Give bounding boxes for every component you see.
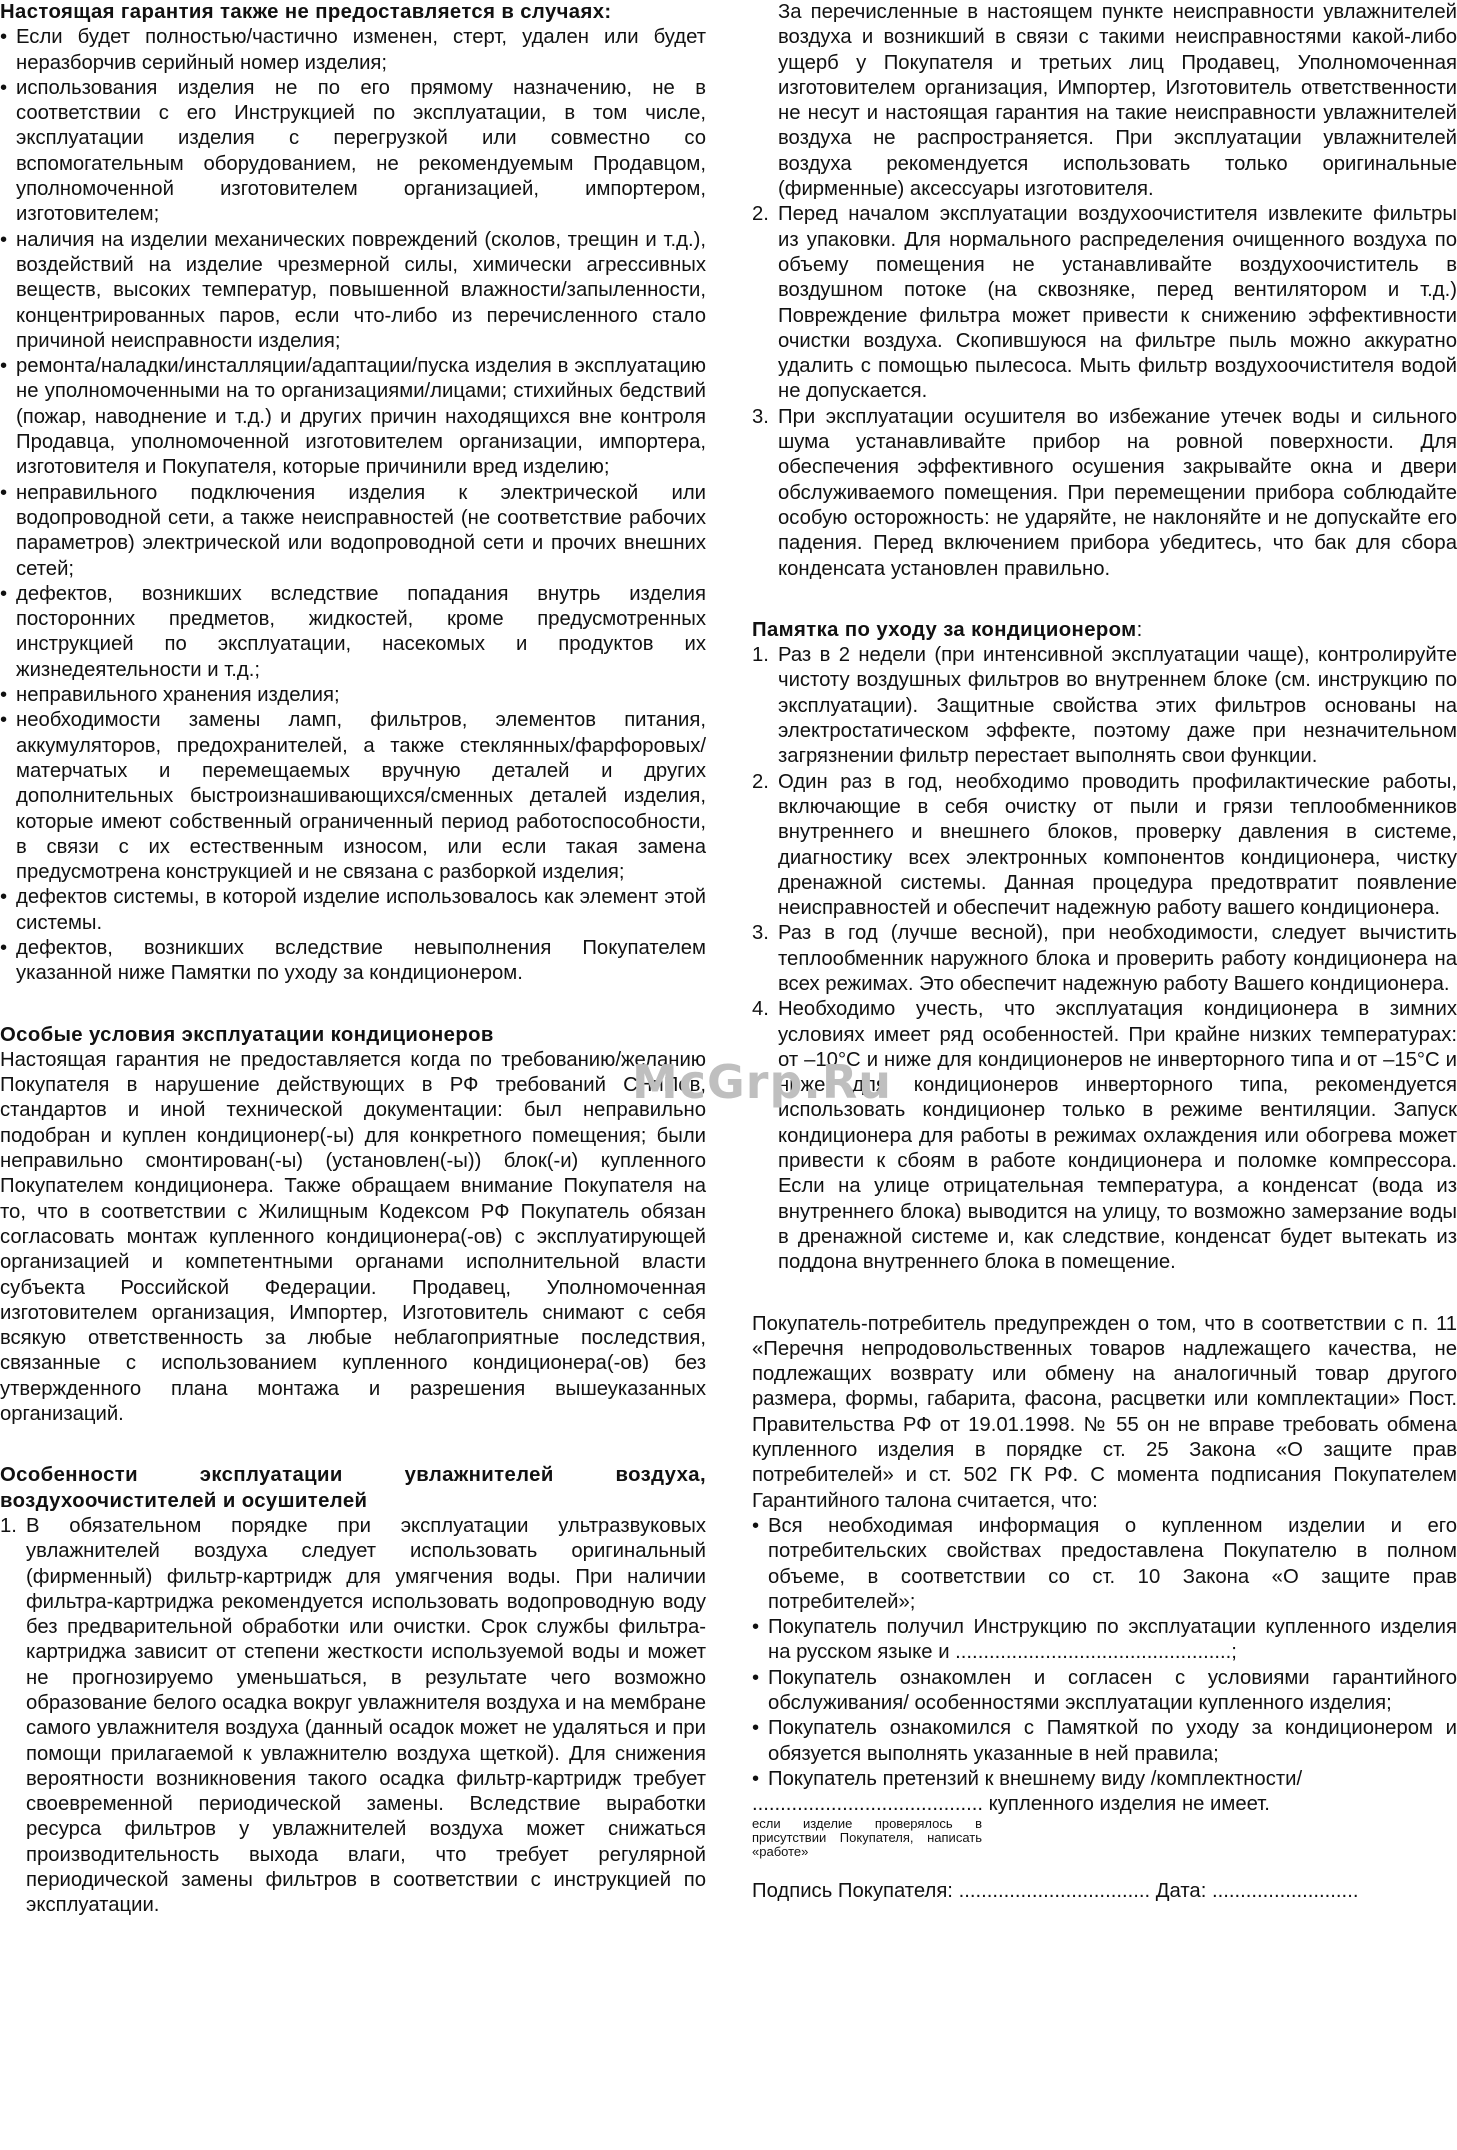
memo-heading: Памятка по уходу за кондиционером <box>752 618 1137 641</box>
list-item: • необходимости замены ламп, фильтров, элементов питания, аккумуляторов, предохранителей, а также стеклянных/фарфоровых/матерчатых и перемещаемых вручную деталей и других дополнительных быстроизнашивающихся/сменных деталей изделия, которые имеют собственный ограниченный период работоспособности, в связи с их естественным износом, или если такая замена предусмотрена конструкцией и не связана с разборкой изделия; <box>0 708 706 885</box>
item-text: Один раз в год, необходимо проводить профилактические работы, включающие в себя очистку от пыли и грязи теплообменников внутреннего и внешнего блоков, проверку давления в системе, диагностику всех электронных компонентов кондиционера, чистку дренажной системы. Данная процедура предотвратит появление неисправностей и обеспечит надежную работу вашего кондиционера. <box>778 770 1457 920</box>
special-conditions-text: Настоящая гарантия не предоставляется когда по требованию/желанию Покупателя в нарушение действующих в РФ требований СНиПов, стандартов и иной технической документации: был неправильно подобран и куплен кондиционер(-ы) для конкретного помещения; были неправильно смонтирован(-ы) (установлен(-ы)) блок(-и) купленного Покупателем кондиционера. Также обращаем внимание Покупателя на то, что в соответствии с Жилищным Кодексом РФ Покупатель обязан согласовать монтаж купленного кондиционера(-ов) с эксплуатирующей организацией и компетентными органами исполнительной власти субъекта Российской Федерации. Продавец, Уполномоченная изготовителем организация, Импортер, Изготовитель снимают с себя всякую ответственность за любые неблагоприятные последствия, связанные с использованием купленного кондиционера(-ов) без утвержденного плана монтажа и разрешения вышеуказанных организаций. <box>0 1048 706 1426</box>
signature-note: если изделие проверялось в присутствии Покупателя, написать «работе» <box>752 1816 982 1860</box>
item-text: Перед началом эксплуатации воздухоочистителя извлеките фильтры из упаковки. Для нормального распределения очищенного воздуха по объему помещения не устанавливайте воздухоочиститель в воздушном потоке (на сквозняке, перед вентилятором и т.д.) Повреждение фильтра может привести к снижению эффективности очистки воздуха. Скопившуюся на фильтре пыль можно аккуратно удалить с помощью пылесоса. Мыть фильтр воздухоочистителя водой не допускается. <box>778 203 1457 403</box>
warranty-bullet-list <box>0 25 706 986</box>
humidifier-item1-continuation: За перечисленные в настоящем пункте неисправности увлажнителей воздуха и возникший в связи с такими неисправностями какой-либо ущерб у Покупателя и третьих лиц Продавец, Уполномоченная изготовителем организация, Импортер, Изготовитель ответственности не несут и настоящая гарантия на такие неисправности увлажнителей воздуха не распространяется. При эксплуатации увлажнителей воздуха рекомендуется использовать только оригинальные (фирменные) аксессуары изготовителя. <box>778 1 1457 201</box>
list-item: • неправильного подключения изделия к электрической или водопроводной сети, а также неисправностей (не соответствие рабочих параметров) электрической или водопроводной сети и прочих внешних сетей; <box>0 481 706 582</box>
right-column <box>752 0 1457 1905</box>
special-conditions-heading: Особые условия эксплуатации кондиционеров <box>0 1023 494 1046</box>
list-item: • Покупатель ознакомлен и согласен с условиями гарантийного обслуживания/ особенностями эксплуатации купленного изделия; <box>752 1666 1457 1717</box>
item-number: 1. <box>752 644 769 667</box>
item-number: 3. <box>752 405 769 428</box>
numbered-item <box>0 1514 706 1919</box>
list-item: • Покупатель ознакомился с Памяткой по уходу за кондиционером и обязуется выполнять указанные в ней правила; <box>752 1716 1457 1767</box>
consumer-bullet-list <box>752 1514 1457 1792</box>
item-number: 3. <box>752 922 769 945</box>
item-text: Необходимо учесть, что эксплуатация кондиционера в зимних условиях имеет ряд особенностей. При крайне низких температурах: от –10°С и ниже для кондиционеров не инверторного типа и от –15°С и ниже для кондиционеров инверторного типа, рекомендуется использовать кондиционер только в режиме вентиляции. Запуск кондиционера для работы в режимах охлаждения или обогрева может привести к сбоям в работе кондиционера и поломке компрессора. Если на улице отрицательная температура, а конденсат (вода из внутреннего блока) выводится на улицу, то возможно замерзание воды в дренажной системе и, как следствие, конденсат будет вытекать из поддона внутреннего блока в помещение. <box>778 998 1457 1274</box>
list-item: • Вся необходимая информация о купленном изделии и его потребительских свойствах предоставлена Покупателю в полном объеме, в соответствии со ст. 10 Закона «О защите прав потребителей»; <box>752 1514 1457 1615</box>
list-item: • дефектов, возникших вследствие попадания внутрь изделия посторонних предметов, жидкостей, кроме предусмотренных инструкцией по эксплуатации, насекомых и продуктов их жизнедеятельности и т.д.; <box>0 582 706 683</box>
signature-line: Подпись Покупателя: .................................. Дата: .......................... <box>752 1880 1359 1903</box>
claims-line: ......................................... купленного изделия не имеет. <box>752 1793 1270 1816</box>
list-item: • дефектов системы, в которой изделие использовалось как элемент этой системы. <box>0 885 706 936</box>
item-text: Раз в год (лучше весной), при необходимости, следует вычистить теплообменник наружного блока и проверить работу кондиционера на всех режимах. Это обеспечит надежную работу Вашего кондиционера. <box>778 922 1457 995</box>
numbered-item <box>752 997 1457 1275</box>
left-column <box>0 0 706 1919</box>
list-item: • наличия на изделии механических повреждений (сколов, трещин и т.д.), воздействий на изделие чрезмерной силы, химически агрессивных веществ, высоких температур, повышенной влажности/запыленности, концентрированных паров, если что-либо из перечисленного стало причиной неисправности изделия; <box>0 228 706 354</box>
numbered-item <box>752 643 1457 769</box>
item-number: 2. <box>752 203 769 226</box>
numbered-item <box>752 405 1457 582</box>
list-item: • ремонта/наладки/инсталляции/адаптации/пуска изделия в эксплуатацию не уполномоченными на то организациями/лицами; стихийных бедствий (пожар, наводнение и т.д.) и других причин находящихся вне контроля Продавца, уполномоченной изготовителем организации, импортера, изготовителя и Покупателя, которые причинили вред изделию; <box>0 354 706 480</box>
list-item: • Покупатель получил Инструкцию по эксплуатации купленного изделия на русском языке и .................................................; <box>752 1615 1457 1666</box>
list-item: • использования изделия не по его прямому назначению, не в соответствии с его Инструкцией по эксплуатации, в том числе, эксплуатации изделия с перегрузкой или совместно со вспомогательным оборудованием, не рекомендуемым Продавцом, уполномоченной изготовителем организацией, импортером, изготовителем; <box>0 76 706 228</box>
item-text: В обязательном порядке при эксплуатации ультразвуковых увлажнителей воздуха следует использовать оригинальный (фирменный) фильтр-картридж для умягчения воды. При наличии фильтра-картриджа рекомендуется использовать водопроводную воду без предварительной обработки или очистки. Срок службы фильтра-картриджа зависит от степени жесткости используемой воды и может не прогнозируемо уменьшаться, в результате чего возможно образование белого осадка вокруг увлажнителя воздуха и на мембране самого увлажнителя воздуха (данный осадок может не удаляться и при помощи прилагаемой к увлажнителю воздуха щеткой). Для снижения вероятности возникновения такого осадка фильтр-картридж требует своевременной периодической замены. Вследствие выработки ресурса фильтров у увлажнителей воздуха может снижаться производительность выхода влаги, что требует регулярной периодической замены фильтров в соответствии с инструкцией по эксплуатации. <box>26 1514 706 1917</box>
list-item: • Покупатель претензий к внешнему виду /комплектности/ <box>752 1767 1457 1792</box>
item-number: 4. <box>752 998 769 1021</box>
numbered-item <box>752 770 1457 922</box>
numbered-item <box>752 202 1457 404</box>
list-item: • неправильного хранения изделия; <box>0 683 706 708</box>
memo-heading-colon: : <box>1136 618 1143 641</box>
list-item: • Если будет полностью/частично изменен, стерт, удален или будет неразборчив серийный номер изделия; <box>0 25 706 76</box>
item-number: 2. <box>752 770 769 793</box>
numbered-item <box>752 921 1457 997</box>
humidifier-heading: Особенности эксплуатации увлажнителей воздуха, воздухоочистителей и осушителей <box>0 1464 706 1512</box>
warranty-heading: Настоящая гарантия также не предоставляется в случаях: <box>0 1 612 23</box>
consumer-notice-text: Покупатель-потребитель предупрежден о том, что в соответствии с п. 11 «Перечня непродовольственных товаров надлежащего качества, не подлежащих возврату или обмену на аналогичный товар другого размера, формы, габарита, фасона, расцветки или комплектации» Пост. Правительства РФ от 19.01.1998. № 55 он не вправе требовать обмена купленного изделия в порядке ст. 25 Закона «О защите прав потребителей» и ст. 502 ГК РФ. С момента подписания Покупателем Гарантийного талона считается, что: <box>752 1312 1457 1512</box>
item-number: 1. <box>0 1514 17 1537</box>
watermark: McGrp.Ru <box>632 1055 893 1109</box>
list-item: • дефектов, возникших вследствие невыполнения Покупателем указанной ниже Памятки по уходу за кондиционером. <box>0 936 706 987</box>
item-text: Раз в 2 недели (при интенсивной эксплуатации чаще), контролируйте чистоту воздушных фильтров во внутреннем блоке (см. инструкцию по эксплуатации). Защитные свойства этих фильтров основаны на электростатическом эффекте, поэтому даже при незначительном загрязнении фильтр перестает выполнять свои функции. <box>778 644 1457 768</box>
memo-heading-line <box>752 618 1457 643</box>
item-text: При эксплуатации осушителя во избежание утечек воды и сильного шума устанавливайте прибор на ровной поверхности. Для обеспечения эффективного осушения закрывайте окна и двери обслуживаемого помещения. При перемещении прибора соблюдайте особую осторожность: не ударяйте, не наклоняйте и не допускайте его падения. Перед включением прибора убедитесь, что бак для сбора конденсата установлен правильно. <box>778 405 1457 580</box>
